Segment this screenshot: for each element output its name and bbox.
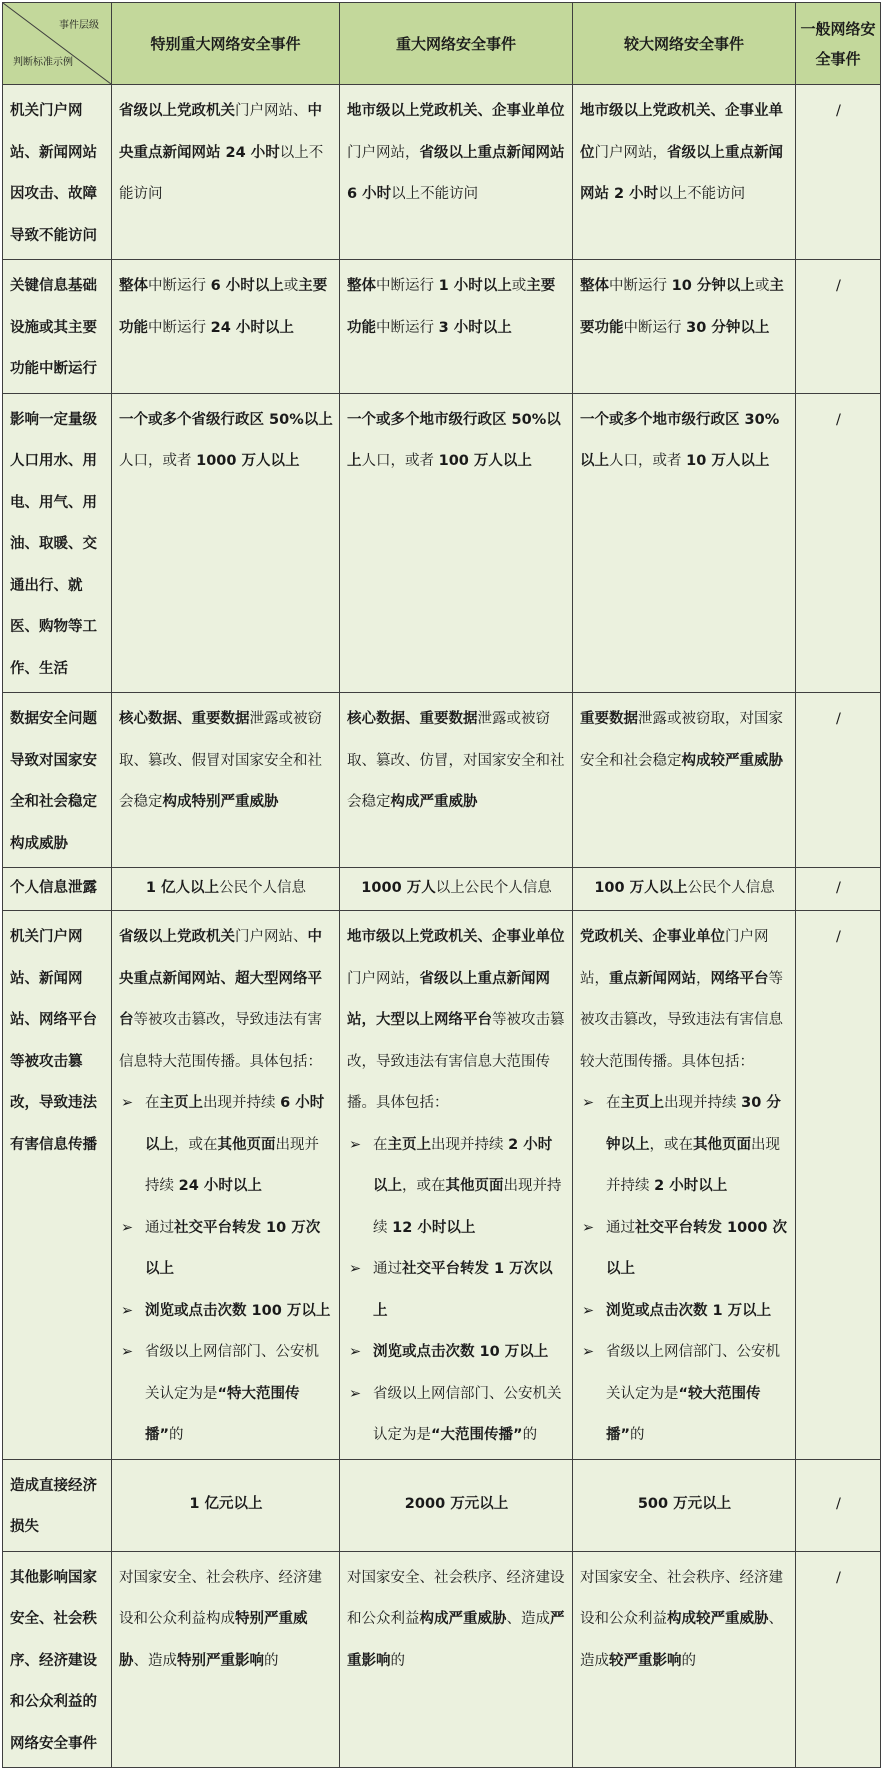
bullet-item <box>580 1291 789 1333</box>
text-run: 以上公民个人信息 <box>435 880 552 897</box>
level-cell <box>573 85 796 260</box>
bold-text-run: 省级以上重点新闻网站 2 小时 <box>580 144 783 202</box>
bold-text-run: 主要功能 <box>347 278 556 336</box>
bold-text-run: 地市级以上党政机关、企事业单位 <box>347 929 565 945</box>
text-run: 、造成 <box>506 1611 550 1627</box>
text-run: 出现并持续 <box>431 1136 509 1153</box>
bold-text-run: 省级以上重点新闻网站 6 小时 <box>347 144 565 202</box>
general-level-cell: / <box>796 911 881 1460</box>
text-run: 中断运行 <box>623 319 687 336</box>
header-row <box>3 3 881 85</box>
bold-text-run: 30 分钟以上 <box>686 319 770 336</box>
bold-text-run: 100 万人以上 <box>594 880 688 897</box>
bold-text-run: 党政机关、企事业单位 <box>580 929 725 945</box>
text-run: ，或在 <box>649 1136 693 1153</box>
level-cell <box>573 868 796 911</box>
cell-intro <box>347 917 566 1125</box>
bold-text-run: 社交平台转发 10 万次以上 <box>145 1219 321 1277</box>
text-run: 、造成 <box>580 1611 783 1669</box>
general-level-cell: / <box>796 1459 881 1551</box>
text-run: 门户网站， <box>347 144 420 161</box>
text-run: 出现并持续 <box>606 1136 780 1194</box>
bold-text-run: 特别严重威胁 <box>119 1611 308 1669</box>
bullet-item <box>119 1208 333 1291</box>
bold-text-run: 构成严重威胁 <box>419 1611 507 1627</box>
level-cell <box>112 868 340 911</box>
text-run: ，或在 <box>402 1178 446 1194</box>
text-run: 泄露或被窃取，对国家安全和社会稳定 <box>580 711 783 769</box>
text-run: 门户网站， <box>580 929 769 987</box>
bold-text-run: 重点新闻网站 <box>609 970 696 987</box>
level-cell <box>573 693 796 868</box>
bullet-item <box>347 1249 566 1332</box>
general-level-cell: / <box>796 1551 881 1768</box>
text-run: 在 <box>373 1136 388 1153</box>
table-row <box>3 693 881 868</box>
text-run: 泄露或被窃取、篡改、假冒对国家安全和社会稳定 <box>119 711 322 810</box>
level-cell <box>112 693 340 868</box>
text-run: 的 <box>264 1652 279 1669</box>
general-level-cell: / <box>796 85 881 260</box>
bold-text-run: “大范围传播” <box>431 1427 523 1443</box>
bold-text-run: 其他页面 <box>217 1136 276 1153</box>
bold-text-run: 整体 <box>580 278 609 294</box>
text-run: 或 <box>511 278 527 294</box>
level-header-especially-major: 特别重大网络安全事件 <box>112 3 340 85</box>
general-level-cell: / <box>796 393 881 693</box>
text-run: 中断运行 <box>148 278 211 294</box>
text-run: 中断运行 <box>148 319 211 336</box>
incident-level-table <box>2 2 881 1768</box>
bold-text-run: 社交平台转发 1 万次以上 <box>373 1261 553 1319</box>
bold-text-run: 其他页面 <box>445 1178 504 1194</box>
table-row <box>3 393 881 693</box>
bold-text-run: 较严重影响 <box>609 1652 682 1669</box>
bold-text-run: 核心数据、重要数据 <box>119 711 250 727</box>
bold-text-run: 1 小时以上 <box>438 278 512 294</box>
bullet-item <box>347 1125 566 1250</box>
bold-text-run: 浏览或点击次数 100 万以上 <box>145 1302 331 1319</box>
criteria-bullet-list <box>119 1083 333 1457</box>
bold-text-run: 2 小时以上 <box>654 1178 728 1194</box>
bold-text-run: 3 小时以上 <box>438 319 512 336</box>
bold-text-run: 主要功能 <box>119 278 328 336</box>
bold-text-run: 构成较严重威胁 <box>667 1611 769 1627</box>
level-cell <box>340 1551 573 1768</box>
table-row <box>3 85 881 260</box>
bullet-item <box>347 1332 566 1374</box>
criterion-cell: 影响一定量级人口用水、用电、用气、用油、取暖、交通出行、就医、购物等工作、生活 <box>3 393 112 693</box>
text-run: 出现并持续 <box>373 1178 562 1236</box>
bold-text-run: 2000 万元以上 <box>404 1496 509 1513</box>
bullet-item <box>580 1083 789 1208</box>
bold-text-run: 2 小时以上 <box>373 1136 553 1194</box>
text-run: 对国家安全、社会秩序、经济建设和公众利益构成 <box>119 1569 322 1627</box>
bold-text-run: 一个或多个地市级行政区 50%以上 <box>347 411 561 469</box>
text-run: 省级以上网信部门、公安机关认定为是 <box>373 1385 562 1443</box>
level-cell <box>340 1459 573 1551</box>
text-run: 泄露或被窃取、篡改、仿冒，对国家安全和社会稳定 <box>347 711 565 810</box>
cell-intro <box>119 917 333 1083</box>
criterion-cell: 造成直接经济损失 <box>3 1459 112 1551</box>
bold-text-run: 10 万人以上 <box>686 453 770 469</box>
bold-text-run: 省级以上重点新闻网站，大型以上网络平台 <box>347 970 550 1028</box>
bold-text-run: 省级以上党政机关 <box>119 929 235 945</box>
level-cell <box>340 911 573 1460</box>
bold-text-run: 100 万人以上 <box>438 453 532 469</box>
bold-text-run: 24 小时以上 <box>178 1178 262 1194</box>
bold-text-run: 主页上 <box>387 1136 431 1153</box>
text-run: 的 <box>681 1652 696 1669</box>
text-run: 通过 <box>606 1219 635 1236</box>
level-cell <box>112 1551 340 1768</box>
bold-text-run: 一个或多个地市级行政区 30%以上 <box>580 411 780 469</box>
text-run: 门户网站、 <box>235 103 308 119</box>
table-row <box>3 260 881 394</box>
bold-text-run: 500 万元以上 <box>637 1496 732 1513</box>
bold-text-run: 10 分钟以上 <box>671 278 755 294</box>
bold-text-run: 主要功能 <box>580 278 784 336</box>
bold-text-run: 中央重点新闻网站 24 小时 <box>119 103 322 161</box>
bullet-item <box>119 1083 333 1208</box>
text-run: 以上不能访问 <box>391 186 479 202</box>
criterion-cell: 机关门户网站、新闻网站、网络平台等被攻击篡改，导致违法有害信息传播 <box>3 911 112 1460</box>
bold-text-run: 重要数据 <box>580 711 638 727</box>
level-cell <box>112 911 340 1460</box>
text-run: 中断运行 <box>376 319 439 336</box>
text-run: ， <box>696 970 711 987</box>
level-cell <box>112 1459 340 1551</box>
text-run: 中断运行 <box>376 278 439 294</box>
bold-text-run: 1 亿元以上 <box>189 1496 263 1513</box>
bold-text-run: 主页上 <box>159 1095 203 1111</box>
text-run: 或 <box>754 278 770 294</box>
bold-text-run: 构成较严重威胁 <box>681 752 783 769</box>
bold-text-run: 12 小时以上 <box>392 1219 476 1236</box>
text-run: 公民个人信息 <box>219 880 307 897</box>
text-run: 的 <box>630 1427 645 1443</box>
level-header-relatively-major: 较大网络安全事件 <box>573 3 796 85</box>
general-level-cell: / <box>796 693 881 868</box>
bullet-item <box>119 1332 333 1457</box>
table-row <box>3 1459 881 1551</box>
bold-text-run: 构成严重威胁 <box>390 794 478 810</box>
text-run: 在 <box>145 1095 160 1111</box>
criteria-bullet-list <box>580 1083 789 1457</box>
corner-header-cell <box>3 3 112 85</box>
bullet-item <box>119 1291 333 1333</box>
bold-text-run: 地市级以上党政机关、企事业单位 <box>580 103 783 161</box>
bullet-item <box>580 1208 789 1291</box>
text-run: 人口，或者 <box>361 453 439 469</box>
bold-text-run: 24 小时以上 <box>210 319 294 336</box>
bullet-item <box>347 1374 566 1457</box>
bold-text-run: 浏览或点击次数 1 万以上 <box>606 1302 772 1319</box>
text-run: 中断运行 <box>609 278 672 294</box>
text-run: 人口，或者 <box>119 453 197 469</box>
text-run: 在 <box>606 1095 621 1111</box>
bullet-item <box>580 1332 789 1457</box>
bold-text-run: 1 亿人以上 <box>145 880 220 897</box>
bold-text-run: 30 分钟以上 <box>606 1095 781 1153</box>
level-cell <box>112 260 340 394</box>
corner-bottom-label: 判断标准示例 <box>13 57 73 68</box>
text-run: 的 <box>522 1427 538 1443</box>
bold-text-run: 特别严重影响 <box>177 1652 264 1669</box>
bold-text-run: 地市级以上党政机关、企事业单位 <box>347 103 565 119</box>
text-run: 等被攻击篡改，导致违法有害信息特大范围传播。具体包括： <box>119 1012 322 1070</box>
bold-text-run: 省级以上党政机关 <box>119 103 235 119</box>
text-run: 出现并持续 <box>203 1095 281 1111</box>
table-row <box>3 1551 881 1768</box>
bold-text-run: 6 小时以上 <box>145 1095 325 1153</box>
bold-text-run: 浏览或点击次数 10 万以上 <box>373 1344 549 1360</box>
level-header-general: 一般网络安全事件 <box>796 3 881 85</box>
table-row <box>3 868 881 911</box>
level-cell <box>340 85 573 260</box>
level-cell <box>340 868 573 911</box>
level-cell <box>340 693 573 868</box>
bold-text-run: 中央重点新闻网站、超大型网络平台 <box>119 929 322 1028</box>
text-run: 等被攻击篡改，导致违法有害信息大范围传播。具体包括： <box>347 1012 565 1111</box>
criterion-cell: 机关门户网站、新闻网站因攻击、故障导致不能访问 <box>3 85 112 260</box>
bold-text-run: 构成特别严重威胁 <box>162 794 279 810</box>
criterion-cell: 数据安全问题导致对国家安全和社会稳定构成威胁 <box>3 693 112 868</box>
criterion-cell: 个人信息泄露 <box>3 868 112 911</box>
text-run: 以上不能访问 <box>119 144 324 202</box>
bold-text-run: 整体 <box>119 278 148 294</box>
bold-text-run: 6 小时以上 <box>210 278 284 294</box>
text-run: 的 <box>169 1427 184 1443</box>
text-run: 省级以上网信部门、公安机关认定为是 <box>606 1344 780 1402</box>
text-run: 对国家安全、社会秩序、经济建设和公众利益 <box>347 1569 565 1627</box>
text-run: ，或在 <box>174 1136 218 1153</box>
bold-text-run: 1000 万人 <box>361 880 436 897</box>
criterion-cell: 其他影响国家安全、社会秩序、经济建设和公众利益的网络安全事件 <box>3 1551 112 1768</box>
text-run: 门户网站、 <box>235 929 308 945</box>
level-cell <box>112 393 340 693</box>
level-cell <box>573 260 796 394</box>
criteria-bullet-list <box>347 1125 566 1457</box>
text-run: 省级以上网信部门、公安机关认定为是 <box>145 1344 319 1402</box>
text-run: 门户网站， <box>594 144 667 161</box>
table-row <box>3 911 881 1460</box>
general-level-cell: / <box>796 868 881 911</box>
bold-text-run: “较大范围传播” <box>606 1385 761 1443</box>
bold-text-run: 一个或多个省级行政区 50%以上 <box>119 411 333 428</box>
text-run: 等被攻击篡改，导致违法有害信息较大范围传播。具体包括： <box>580 970 783 1070</box>
level-cell <box>573 1551 796 1768</box>
cell-intro <box>580 917 789 1083</box>
text-run: 对国家安全、社会秩序、经济建设和公众利益 <box>580 1569 783 1627</box>
bold-text-run: 严重影响 <box>347 1611 565 1669</box>
level-cell <box>340 260 573 394</box>
bold-text-run: “特大范围传播” <box>145 1385 300 1443</box>
text-run: 出现并持续 <box>145 1136 319 1194</box>
text-run: 的 <box>390 1652 405 1669</box>
level-cell <box>573 393 796 693</box>
text-run: 公民个人信息 <box>687 880 775 897</box>
text-run: 通过 <box>373 1261 402 1277</box>
criterion-cell: 关键信息基础设施或其主要功能中断运行 <box>3 260 112 394</box>
bold-text-run: 其他页面 <box>693 1136 751 1153</box>
bold-text-run: 核心数据、重要数据 <box>347 711 478 727</box>
text-run: 或 <box>283 278 299 294</box>
level-header-major: 重大网络安全事件 <box>340 3 573 85</box>
text-run: 以上不能访问 <box>658 186 746 202</box>
corner-top-label: 事件层级 <box>59 20 99 31</box>
general-level-cell: / <box>796 260 881 394</box>
level-cell <box>573 911 796 1460</box>
text-run: 出现并持续 <box>664 1095 742 1111</box>
level-cell <box>112 85 340 260</box>
text-run: 、造成 <box>133 1652 177 1669</box>
bold-text-run: 网络平台 <box>710 970 769 987</box>
level-cell <box>340 393 573 693</box>
level-cell <box>573 1459 796 1551</box>
text-run: 通过 <box>145 1219 174 1236</box>
bold-text-run: 社交平台转发 1000 次以上 <box>606 1219 787 1277</box>
bold-text-run: 1000 万人以上 <box>196 453 300 469</box>
diagonal-line <box>3 3 111 84</box>
text-run: 人口，或者 <box>609 453 687 469</box>
bold-text-run: 主页上 <box>620 1095 664 1111</box>
text-run: 门户网站， <box>347 970 420 987</box>
bold-text-run: 整体 <box>347 278 376 294</box>
